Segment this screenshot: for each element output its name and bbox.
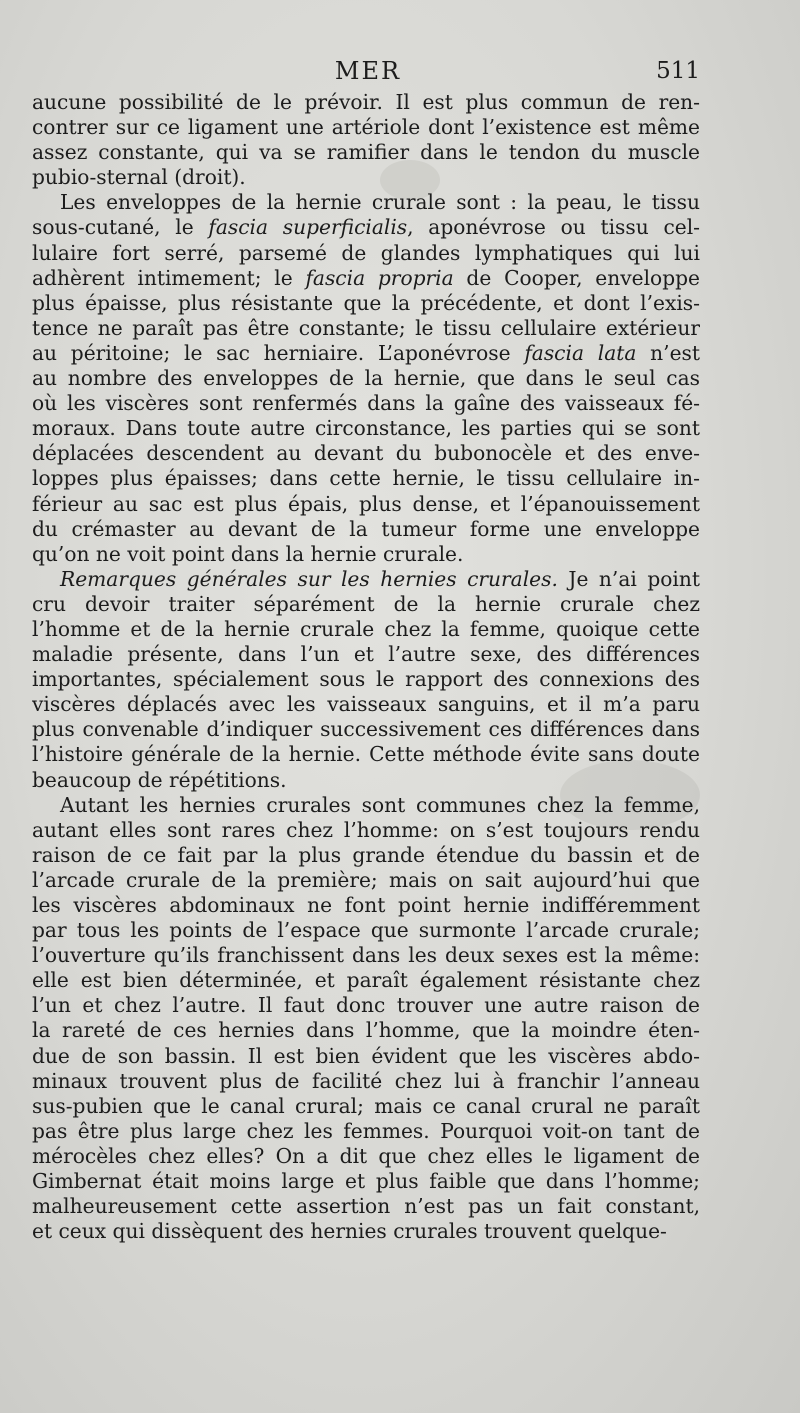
text-line [32, 567, 700, 592]
text-line [32, 667, 700, 692]
text-run: lulaire fort serré, parsemé de glandes lymphatiques qui lui [32, 240, 700, 265]
text-line [32, 1169, 700, 1194]
text-line [32, 140, 700, 165]
text-run: assez constante, qui va se ramifier dans le tendon du muscle [32, 140, 700, 165]
text-run: tence ne paraît pas être constante; le tissu cellulaire extérieur [32, 315, 700, 340]
text-run: sus-pubien que le canal crural; mais ce canal crural ne paraît [32, 1093, 700, 1118]
text-line [32, 968, 700, 993]
text-run: plus épaisse, plus résistante que la précédente, et dont l’exis- [32, 290, 700, 315]
text-run: due de son bassin. Il est bien évident que les viscères abdo- [32, 1043, 700, 1068]
text-run: sous-cutané, le [32, 215, 209, 240]
body-text [32, 90, 700, 1244]
text-line [32, 366, 700, 391]
text-run: loppes plus épaisses; dans cette hernie, le tissu cellulaire in- [32, 466, 700, 491]
text-run: par tous les points de l’espace que surmonte l’arcade crurale; [32, 918, 700, 943]
text-line [32, 768, 700, 793]
text-line [32, 391, 700, 416]
text-run: où les viscères sont renfermés dans la gaîne des vaisseaux fé- [32, 391, 700, 416]
italic-term: Remarques générales sur les hernies crurales. [60, 566, 558, 591]
text-line [32, 215, 700, 240]
text-run: Je n’ai point [557, 566, 700, 591]
text-line [32, 943, 700, 968]
text-run: l’homme et de la hernie crurale chez la femme, quoique cette [32, 616, 700, 641]
text-line [32, 90, 700, 115]
text-run: maladie présente, dans l’un et l’autre sexe, des différences [32, 642, 700, 667]
text-run: , aponévrose ou tissu cel- [407, 215, 700, 240]
text-line [32, 416, 700, 441]
text-run: au péritoine; le sac herniaire. L’aponévrose [32, 340, 525, 365]
text-run: cru devoir traiter séparément de la hernie crurale chez [32, 591, 700, 616]
text-line [32, 617, 700, 642]
text-line [32, 1069, 700, 1094]
text-line [32, 1194, 700, 1219]
text-line [32, 692, 700, 717]
text-line [32, 993, 700, 1018]
text-line [32, 1044, 700, 1069]
text-run: n’est [636, 340, 700, 365]
text-line [32, 592, 700, 617]
text-run: malheureusement cette assertion n’est pas un fait constant, [32, 1194, 700, 1219]
text-line [32, 291, 700, 316]
text-run: déplacées descendent au devant du bubonocèle et des enve- [32, 441, 700, 466]
text-line [32, 115, 700, 140]
text-run: l’histoire générale de la hernie. Cette méthode évite sans doute [32, 742, 700, 767]
text-line [32, 165, 700, 190]
text-run: au nombre des enveloppes de la hernie, que dans le seul cas [32, 366, 700, 391]
text-run: elle est bien déterminée, et paraît également résistante chez [32, 968, 700, 993]
text-run: autant elles sont rares chez l’homme: on s’est toujours rendu [32, 817, 700, 842]
text-line [32, 1094, 700, 1119]
text-run: les viscères abdominaux ne font point hernie indifféremment [32, 893, 700, 917]
text-line [32, 893, 700, 918]
text-run: du crémaster au devant de la tumeur forme une enveloppe [32, 516, 700, 541]
text-run: la rareté de ces hernies dans l’homme, que la moindre éten- [32, 1018, 700, 1043]
text-line [32, 918, 700, 943]
text-line [32, 868, 700, 893]
text-run: Autant les hernies crurales sont communes chez la femme, [60, 792, 700, 817]
text-line [32, 517, 700, 542]
italic-term: fascia lata [524, 340, 637, 365]
text-run: minaux trouvent plus de facilité chez lui à franchir l’anneau [32, 1068, 700, 1093]
text-line [32, 1144, 700, 1169]
text-run: viscères déplacés avec les vaisseaux sanguins, et il m’a paru [32, 692, 700, 717]
text-line [32, 466, 700, 491]
text-run: l’ouverture qu’ils franchissent dans les deux sexes est la même: [32, 943, 700, 968]
text-run: pubio-sternal (droit). [32, 165, 246, 190]
text-line [32, 793, 700, 818]
text-run: de Cooper, enveloppe [453, 265, 700, 290]
text-line [32, 266, 700, 291]
text-line [32, 1219, 700, 1244]
text-line [32, 1119, 700, 1144]
italic-term: fascia propria [305, 265, 454, 290]
text-line [32, 742, 700, 767]
text-line [32, 190, 700, 215]
text-run: beaucoup de répétitions. [32, 767, 287, 792]
text-line [32, 717, 700, 742]
text-line [32, 341, 700, 366]
text-run: raison de ce fait par la plus grande étendue du bassin et de [32, 842, 700, 867]
italic-term: fascia superficialis [208, 215, 408, 240]
text-line [32, 542, 700, 567]
text-line [32, 843, 700, 868]
text-run: et ceux qui dissèquent des hernies crurales trouvent quelque- [32, 1219, 667, 1244]
text-run: l’arcade crurale de la première; mais on sait aujourd’hui que [32, 867, 700, 892]
text-run: l’un et chez l’autre. Il faut donc trouver une autre raison de [32, 993, 700, 1018]
text-run: importantes, spécialement sous le rapport des connexions des [32, 667, 700, 692]
running-title: MER [334, 57, 402, 85]
page-number: 511 [656, 58, 700, 84]
text-run: mérocèles chez elles? On a dit que chez elles le ligament de [32, 1143, 700, 1168]
text-line [32, 642, 700, 667]
text-line [32, 492, 700, 517]
text-run: Gimbernat était moins large et plus faible que dans l’homme; [32, 1169, 700, 1194]
text-run: plus convenable d’indiquer successivement ces différences dans [32, 717, 700, 742]
text-run: férieur au sac est plus épais, plus dense, et l’épanouissement [32, 491, 700, 516]
text-run: adhèrent intimement; le [32, 265, 306, 290]
text-run: Les enveloppes de la hernie crurale sont : la peau, le tissu [60, 190, 700, 215]
text-run: moraux. Dans toute autre circonstance, les parties qui se sont [32, 416, 700, 441]
running-head [0, 56, 800, 90]
text-line [32, 818, 700, 843]
text-run: qu’on ne voit point dans la hernie crurale. [32, 541, 464, 566]
text-run: pas être plus large chez les femmes. Pourquoi voit-on tant de [32, 1118, 700, 1143]
text-line [32, 1018, 700, 1043]
text-run: contrer sur ce ligament une artériole dont l’existence est même [32, 115, 700, 140]
text-run: aucune possibilité de le prévoir. Il est plus commun de ren- [32, 90, 700, 114]
text-line [32, 316, 700, 341]
text-line [32, 441, 700, 466]
text-line [32, 241, 700, 266]
